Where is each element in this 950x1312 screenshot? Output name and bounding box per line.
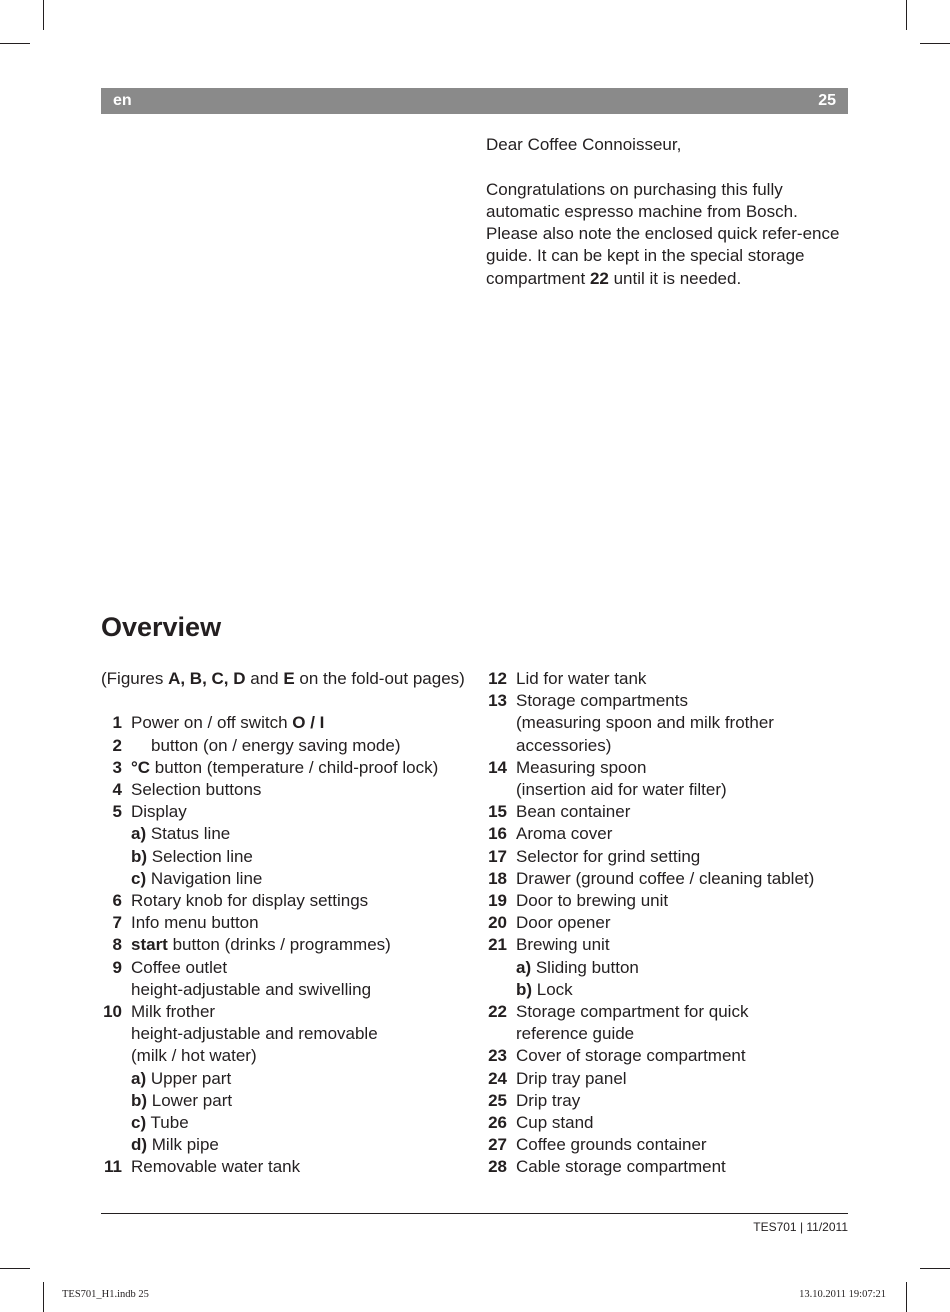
greeting: Dear Coffee Connoisseur, bbox=[486, 135, 682, 154]
item-line: height-adjustable and removable bbox=[131, 1024, 378, 1044]
item-line: accessories) bbox=[516, 735, 612, 755]
intro-text: Congratulations on purchasing this fully automatic espresso machine from Bosch. Please also note the enclosed quick refer-ence guide. It can be kept in the special storage compartment bbox=[486, 179, 840, 288]
list-item bbox=[486, 801, 846, 823]
intro-section bbox=[486, 134, 846, 312]
list-item bbox=[486, 668, 846, 690]
item-number: 10 bbox=[103, 1002, 122, 1022]
figures-note bbox=[101, 668, 471, 690]
list-item bbox=[486, 1068, 846, 1090]
list-item bbox=[486, 690, 846, 757]
list-item bbox=[101, 890, 471, 912]
item-text: Drawer (ground coffee / cleaning tablet) bbox=[516, 868, 815, 888]
sub-item-label: a) bbox=[131, 1068, 147, 1088]
item-number: 22 bbox=[488, 1002, 507, 1022]
figures-letters: A, B, C, D bbox=[168, 669, 246, 688]
item-text: Cup stand bbox=[516, 1113, 594, 1133]
item-text: button (on / energy saving mode) bbox=[151, 735, 401, 755]
item-number: 18 bbox=[488, 868, 507, 888]
item-text: Coffee grounds container bbox=[516, 1135, 707, 1155]
sub-item-text: Lower part bbox=[147, 1090, 233, 1110]
sub-item-label: d) bbox=[131, 1135, 148, 1155]
item-number: 21 bbox=[488, 935, 507, 955]
item-line: (milk / hot water) bbox=[131, 1046, 257, 1066]
list-item bbox=[101, 801, 471, 890]
item-number: 19 bbox=[488, 891, 507, 911]
sub-item-label: c) bbox=[131, 1113, 147, 1133]
item-text: Drip tray panel bbox=[516, 1068, 627, 1088]
item-text: Measuring spoon bbox=[516, 757, 647, 777]
crop-mark bbox=[0, 43, 30, 44]
item-text: Selector for grind setting bbox=[516, 846, 701, 866]
item-text: Brewing unit bbox=[516, 935, 610, 955]
sub-item bbox=[131, 1068, 471, 1090]
item-key: start bbox=[131, 935, 168, 955]
item-text: Cable storage compartment bbox=[516, 1157, 726, 1177]
item-number: 3 bbox=[112, 757, 122, 777]
item-number: 13 bbox=[488, 691, 507, 711]
item-number: 11 bbox=[104, 1157, 122, 1177]
list-item bbox=[486, 1134, 846, 1156]
list-item bbox=[486, 890, 846, 912]
item-text: Lid for water tank bbox=[516, 669, 647, 688]
footer-model-date: TES701 | 11/2011 bbox=[753, 1220, 848, 1234]
item-line: reference guide bbox=[516, 1024, 635, 1044]
item-text: Removable water tank bbox=[131, 1157, 301, 1177]
item-text: Aroma cover bbox=[516, 824, 613, 844]
item-key: O / I bbox=[292, 713, 325, 733]
item-number: 9 bbox=[112, 957, 122, 977]
item-number: 20 bbox=[488, 913, 507, 933]
list-item bbox=[486, 846, 846, 868]
crop-mark bbox=[0, 1268, 30, 1269]
crop-mark bbox=[920, 43, 950, 44]
figures-letter-last: E bbox=[283, 669, 295, 688]
item-text: Storage compartments bbox=[516, 691, 688, 711]
list-item bbox=[101, 735, 471, 757]
crop-mark bbox=[43, 0, 44, 30]
item-number: 14 bbox=[488, 757, 507, 777]
list-item bbox=[101, 1156, 471, 1178]
list-item bbox=[486, 1112, 846, 1134]
crop-mark bbox=[43, 1282, 44, 1312]
sub-item-text: Tube bbox=[146, 1113, 189, 1133]
item-number: 26 bbox=[488, 1113, 507, 1133]
item-number: 6 bbox=[112, 891, 122, 911]
item-text: Cover of storage compartment bbox=[516, 1046, 746, 1066]
intro-paragraph bbox=[486, 179, 846, 290]
item-number: 23 bbox=[488, 1046, 507, 1066]
print-slug-timestamp: 13.10.2011 19:07:21 bbox=[799, 1289, 886, 1300]
item-text: Coffee outlet bbox=[131, 957, 228, 977]
list-item bbox=[101, 779, 471, 801]
item-key: °C bbox=[131, 757, 151, 777]
intro-text-end: until it is needed. bbox=[608, 268, 742, 288]
sub-item bbox=[131, 823, 471, 845]
item-text: Selection buttons bbox=[131, 780, 262, 799]
sub-item-label: a) bbox=[131, 824, 147, 844]
list-item bbox=[486, 1045, 846, 1067]
item-number: 4 bbox=[112, 780, 122, 799]
item-number: 7 bbox=[112, 913, 122, 933]
item-number: 16 bbox=[488, 824, 507, 844]
sub-item bbox=[131, 1090, 471, 1112]
crop-mark bbox=[906, 0, 907, 30]
list-item bbox=[101, 912, 471, 934]
item-text: button (temperature / child-proof lock) bbox=[150, 757, 439, 777]
list-item bbox=[101, 1001, 471, 1156]
item-number: 24 bbox=[488, 1068, 507, 1088]
item-text: Display bbox=[131, 802, 187, 822]
list-item bbox=[486, 757, 846, 801]
item-number: 12 bbox=[488, 669, 507, 688]
item-number: 27 bbox=[488, 1135, 507, 1155]
item-number: 15 bbox=[488, 802, 507, 822]
figures-text: on the fold-out pages) bbox=[294, 669, 465, 688]
item-text: Door opener bbox=[516, 913, 611, 933]
sub-item bbox=[516, 979, 846, 1001]
item-number: 5 bbox=[112, 802, 122, 822]
item-number: 2 bbox=[112, 735, 122, 755]
list-item bbox=[486, 934, 846, 1001]
sub-item-text: Status line bbox=[146, 824, 231, 844]
item-number: 25 bbox=[488, 1090, 507, 1110]
sub-item-text: Milk pipe bbox=[147, 1135, 219, 1155]
sub-item-label: a) bbox=[516, 957, 532, 977]
item-text: Bean container bbox=[516, 802, 631, 822]
print-slug-file: TES701_H1.indb 25 bbox=[62, 1289, 149, 1300]
sub-item-text: Selection line bbox=[147, 846, 253, 866]
sub-item bbox=[131, 1112, 471, 1134]
list-item bbox=[486, 823, 846, 845]
figures-text: (Figures bbox=[101, 669, 169, 688]
item-line: height-adjustable and swivelling bbox=[131, 979, 372, 999]
list-item bbox=[486, 868, 846, 890]
item-text: Info menu button bbox=[131, 913, 259, 933]
overview-list-left bbox=[101, 668, 471, 1179]
item-number: 17 bbox=[488, 846, 507, 866]
item-text: button (drinks / programmes) bbox=[167, 935, 391, 955]
footer-divider bbox=[101, 1213, 848, 1214]
sub-item-text: Sliding button bbox=[531, 957, 639, 977]
sub-item-text: Navigation line bbox=[146, 868, 263, 888]
sub-item-label: c) bbox=[131, 868, 147, 888]
item-number: 8 bbox=[112, 935, 122, 955]
sub-item-label: b) bbox=[516, 979, 533, 999]
item-text: Storage compartment for quick bbox=[516, 1002, 749, 1022]
list-item bbox=[486, 1090, 846, 1112]
list-item bbox=[486, 912, 846, 934]
overview-list-right bbox=[486, 668, 846, 1179]
sub-item-label: b) bbox=[131, 846, 148, 866]
list-item bbox=[486, 1156, 846, 1178]
sub-item-text: Upper part bbox=[146, 1068, 232, 1088]
sub-item bbox=[131, 868, 471, 890]
item-text: Rotary knob for display settings bbox=[131, 891, 369, 911]
item-text: Power on / off switch bbox=[131, 713, 293, 733]
list-item bbox=[101, 957, 471, 1001]
item-text: Drip tray bbox=[516, 1090, 581, 1110]
item-number: 1 bbox=[112, 713, 122, 733]
section-title: Overview bbox=[101, 612, 222, 642]
item-number: 28 bbox=[488, 1157, 507, 1177]
sub-item-text: Lock bbox=[532, 979, 573, 999]
list-item bbox=[101, 757, 471, 779]
sub-item bbox=[516, 957, 846, 979]
figures-text: and bbox=[245, 669, 284, 688]
item-line: (measuring spoon and milk frother bbox=[516, 713, 774, 733]
list-item bbox=[101, 934, 471, 956]
intro-ref-number: 22 bbox=[589, 268, 609, 288]
item-text: Door to brewing unit bbox=[516, 891, 669, 911]
crop-mark bbox=[920, 1268, 950, 1269]
list-item bbox=[101, 712, 471, 734]
page-header bbox=[101, 88, 848, 114]
item-line: (insertion aid for water filter) bbox=[516, 780, 727, 800]
page-number: 25 bbox=[818, 92, 836, 109]
list-item bbox=[486, 1001, 846, 1045]
sub-item bbox=[131, 846, 471, 868]
item-text: Milk frother bbox=[131, 1002, 216, 1022]
language-label: en bbox=[113, 92, 132, 109]
sub-item bbox=[131, 1134, 471, 1156]
crop-mark bbox=[906, 1282, 907, 1312]
sub-item-label: b) bbox=[131, 1090, 148, 1110]
